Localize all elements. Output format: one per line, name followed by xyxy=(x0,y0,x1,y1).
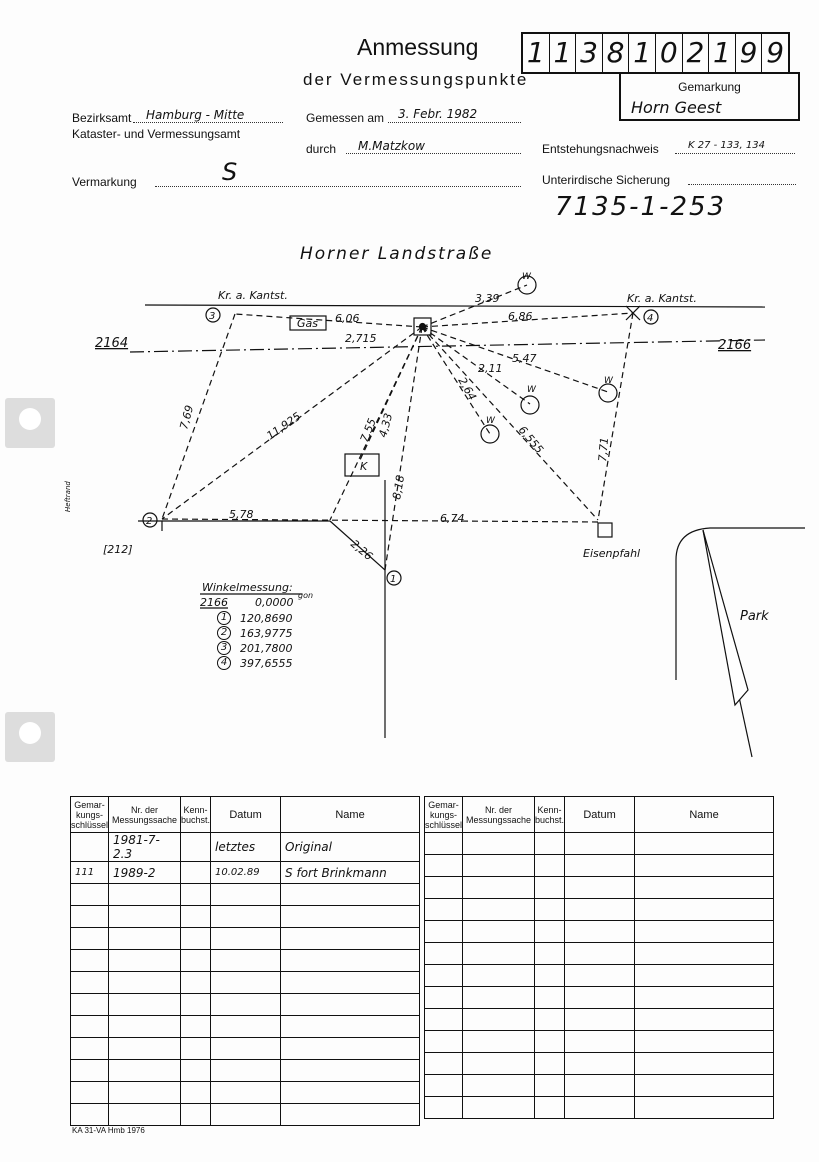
number-digit: 1 xyxy=(523,34,550,72)
distance-label: 5,47 xyxy=(512,352,537,365)
distance-label: 2,64 xyxy=(455,375,479,403)
distance-label: 6,74 xyxy=(440,512,465,525)
number-digit: 1 xyxy=(629,34,656,72)
kataster-label: Kataster- und Vermessungsamt xyxy=(72,127,241,141)
table-cell xyxy=(181,833,211,862)
winkel-row-value: 397,6555 xyxy=(240,657,293,670)
col-header: Datum xyxy=(211,797,281,833)
k-label: K xyxy=(360,460,368,473)
col-header: Kenn-buchst. xyxy=(535,797,565,833)
table-row xyxy=(425,1009,774,1031)
table-row xyxy=(425,1075,774,1097)
table-row xyxy=(71,1082,420,1104)
distance-label: 7,71 xyxy=(596,436,612,463)
winkel-row-value: 163,9775 xyxy=(240,627,293,640)
entstehung-label: Entstehungsnachweis xyxy=(542,142,659,156)
distance-label: 6,555 xyxy=(515,423,546,457)
point-1-label: 1 xyxy=(390,574,397,585)
table-row xyxy=(425,921,774,943)
table-row xyxy=(71,862,420,884)
entstehung-value: K 27 - 133, 134 xyxy=(688,140,765,151)
point-3-label: 3 xyxy=(209,311,216,322)
number-digit: 8 xyxy=(603,34,630,72)
distance-label: 7,69 xyxy=(177,403,197,431)
winkel-unit: gon xyxy=(298,591,314,600)
table-row xyxy=(71,972,420,994)
point-2164-label: 2164 xyxy=(95,336,129,351)
corner-right-label: Kr. a. Kantst. xyxy=(627,292,697,305)
winkel-row-label: 1 xyxy=(217,611,231,625)
table-row xyxy=(425,1097,774,1119)
street-name: Horner Landstraße xyxy=(300,244,494,264)
table-row xyxy=(71,833,420,862)
table-row xyxy=(71,1060,420,1082)
sicherung-value: 7135-1-253 xyxy=(555,192,727,222)
number-digit: 9 xyxy=(766,36,785,69)
page-subtitle: der Vermessungspunkte xyxy=(303,70,529,89)
bezirksamt-value: Hamburg - Mitte xyxy=(146,108,245,122)
winkel-row-value: 0,0000 xyxy=(255,596,294,609)
table-row xyxy=(425,877,774,899)
distance-label: 7,55 xyxy=(357,416,379,445)
table-cell: Original xyxy=(281,833,420,862)
table-row xyxy=(425,899,774,921)
table-row xyxy=(425,1053,774,1075)
col-header: Name xyxy=(281,797,420,833)
winkel-row-label: 3 xyxy=(217,641,231,655)
winkel-row-label: 2166 xyxy=(200,596,228,609)
number-digit: 0 xyxy=(656,34,683,72)
sicherung-label: Unterirdische Sicherung xyxy=(542,173,671,187)
page-title: Anmessung xyxy=(357,34,479,60)
number-digit: 3 xyxy=(576,34,603,72)
distance-label: 11,925 xyxy=(264,409,304,443)
table-row xyxy=(71,950,420,972)
gemessen-label: Gemessen am xyxy=(306,111,385,125)
form-footer: KA 31-VA Hmb 1976 xyxy=(72,1126,145,1135)
table-row xyxy=(425,987,774,1009)
table-row xyxy=(71,1038,420,1060)
table-row xyxy=(71,994,420,1016)
table-row xyxy=(71,1016,420,1038)
durch-value: M.Matzkow xyxy=(358,139,425,153)
eisenpfahl-marker xyxy=(598,523,612,537)
park-label: Park xyxy=(740,609,769,624)
point-2166-label: 2166 xyxy=(718,338,752,353)
distance-label: 2,26 xyxy=(348,537,376,564)
property-line xyxy=(130,340,765,352)
vermarkung-value: S xyxy=(222,158,238,186)
winkel-title: Winkelmessung: xyxy=(202,581,293,594)
bezirksamt-label: Bezirksamt xyxy=(72,111,132,125)
table-row xyxy=(425,833,774,855)
bracket-212-label: [212] xyxy=(103,543,133,556)
table-cell: S fort Brinkmann xyxy=(281,862,420,884)
table-row xyxy=(71,884,420,906)
table-row xyxy=(425,855,774,877)
table-cell: 1989-2 xyxy=(109,862,181,884)
number-digit: 1 xyxy=(550,34,577,72)
winkel-row-value: 120,8690 xyxy=(240,612,293,625)
corner-left-label: Kr. a. Kantst. xyxy=(218,289,288,302)
distance-label: 6,06 xyxy=(335,312,360,325)
col-header: Kenn-buchst. xyxy=(181,797,211,833)
register-table-left xyxy=(70,796,420,1126)
heftrand-label: Heftrand xyxy=(64,481,72,512)
station-dot xyxy=(420,324,426,330)
gemarkung-label: Gemarkung xyxy=(678,80,741,94)
register-table-right xyxy=(424,796,774,1119)
gemarkung-value: Horn Geest xyxy=(631,98,722,117)
w-label: W xyxy=(522,272,531,282)
street-line xyxy=(145,305,765,307)
table-cell xyxy=(71,833,109,862)
table-row xyxy=(71,928,420,950)
col-header: Gemar-kungs-schlüssel xyxy=(71,797,109,833)
table-cell: letztes xyxy=(211,833,281,862)
w-label: W xyxy=(604,376,613,386)
table-row xyxy=(425,965,774,987)
w-circle xyxy=(599,384,617,402)
distance-label: 2,11 xyxy=(478,362,503,375)
table-cell: 111 xyxy=(71,862,109,884)
park-boundary xyxy=(676,528,805,680)
winkel-row-label: 4 xyxy=(217,656,231,670)
w-label: W xyxy=(527,385,536,395)
number-digit: 9 xyxy=(736,34,763,72)
winkel-row-value: 201,7800 xyxy=(240,642,293,655)
number-digit: 1 xyxy=(709,34,736,72)
table-row xyxy=(71,906,420,928)
distance-label: 4,33 xyxy=(376,411,396,439)
w-label: W xyxy=(486,416,495,426)
point-2-label: 2 xyxy=(146,516,153,527)
distance-label: 6,86 xyxy=(508,310,533,323)
point-4-label: 4 xyxy=(647,313,654,324)
number-digit: 2 xyxy=(683,34,710,72)
distance-label: 2,715 xyxy=(345,332,377,345)
table-row xyxy=(71,1104,420,1126)
col-header: Gemar-kungs-schlüssel xyxy=(425,797,463,833)
table-row xyxy=(425,943,774,965)
col-header: Nr. der Messungssache xyxy=(463,797,535,833)
distance-label: 3,39 xyxy=(475,292,500,305)
table-cell: 1981-7-2.3 xyxy=(109,833,181,862)
vermarkung-label: Vermarkung xyxy=(72,175,137,189)
w-circle xyxy=(521,396,539,414)
distance-label: 8,18 xyxy=(390,474,408,501)
durch-label: durch xyxy=(306,142,337,156)
col-header: Datum xyxy=(565,797,635,833)
col-header: Name xyxy=(635,797,774,833)
eisenpfahl-label: Eisenpfahl xyxy=(583,547,641,560)
gemessen-value: 3. Febr. 1982 xyxy=(398,107,478,121)
table-cell xyxy=(181,862,211,884)
winkel-row-label: 2 xyxy=(217,626,231,640)
col-header: Nr. der Messungssache xyxy=(109,797,181,833)
w-circle xyxy=(481,425,499,443)
distance-label: 5,78 xyxy=(229,508,254,521)
gas-label: Gas xyxy=(297,317,318,330)
table-row xyxy=(425,1031,774,1053)
table-cell: 10.02.89 xyxy=(211,862,281,884)
measure-lines xyxy=(162,285,633,570)
